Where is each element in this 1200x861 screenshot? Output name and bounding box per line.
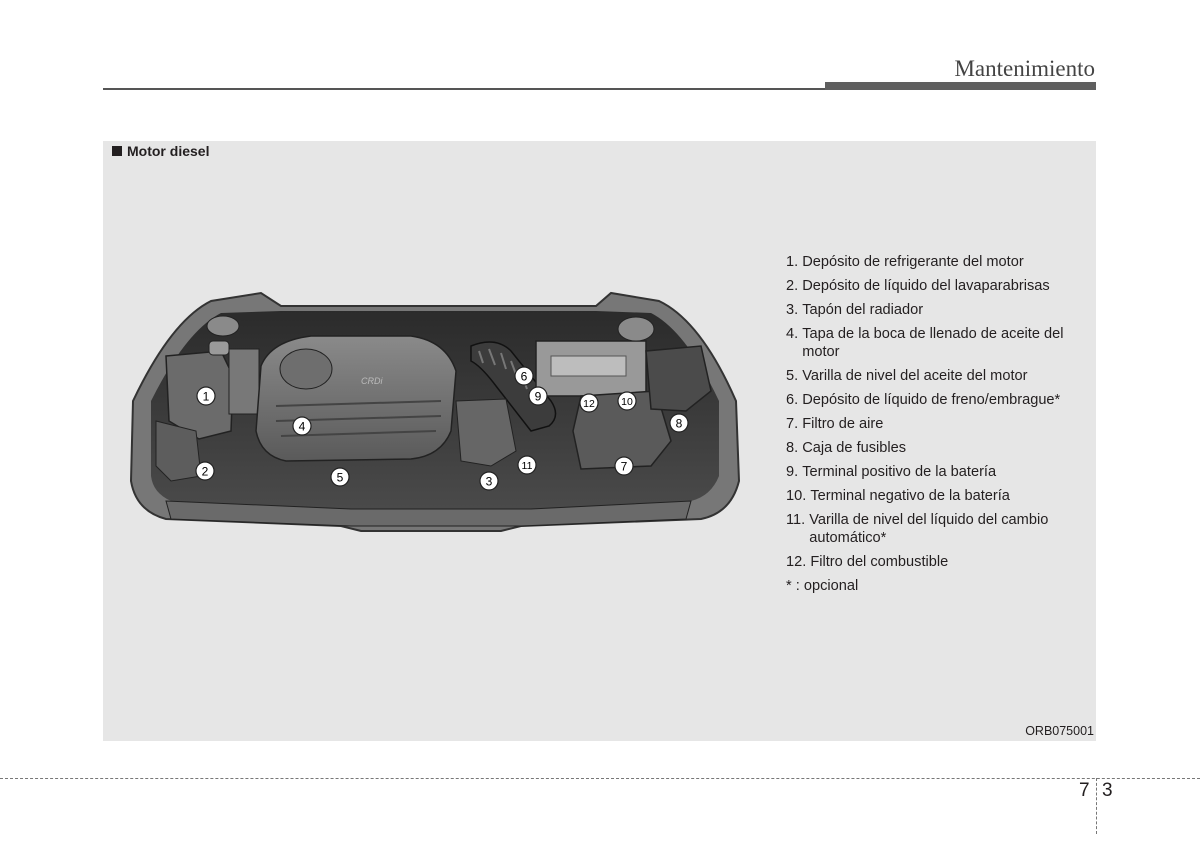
legend-item (786, 301, 1086, 319)
legend-item (786, 463, 1086, 481)
legend-item (786, 367, 1086, 385)
svg-text:4: 4 (298, 419, 306, 434)
legend-item-number: 11. (786, 512, 810, 528)
oil-filler-cap-shape (280, 349, 332, 389)
figure-panel (103, 141, 1096, 741)
legend-item-number: 2. (786, 278, 803, 294)
left-electrical-box (229, 349, 259, 414)
legend-item-number: 8. (786, 440, 803, 456)
legend-item (786, 253, 1086, 271)
callout-5 (331, 468, 349, 486)
callout-12 (580, 394, 598, 412)
svg-text:1: 1 (202, 389, 210, 404)
legend-item (786, 325, 1086, 361)
legend-item-number: 9. (786, 464, 803, 480)
component-legend (786, 253, 1086, 601)
svg-text:5: 5 (336, 470, 344, 485)
svg-text:3: 3 (485, 474, 493, 489)
legend-item-text: Varilla de nivel del aceite del motor (802, 368, 1028, 384)
svg-text:2: 2 (201, 464, 209, 479)
legend-item-number: 7. (786, 416, 803, 432)
callout-9 (529, 387, 547, 405)
legend-item-text: Tapón del radiador (802, 302, 924, 318)
callout-4 (293, 417, 311, 435)
legend-item-number: 5. (786, 368, 803, 384)
header-rule-thin (103, 88, 825, 90)
footer-vertical-divider (1096, 778, 1097, 834)
legend-item-number: * : (786, 578, 804, 594)
legend-item-text: Depósito de refrigerante del motor (802, 254, 1024, 270)
legend-item-text: Caja de fusibles (802, 440, 907, 456)
page-number: 3 (1102, 780, 1113, 801)
left-strut-tower (207, 316, 239, 336)
svg-text:10: 10 (621, 396, 633, 408)
legend-item (786, 487, 1086, 505)
section-heading (112, 143, 209, 159)
legend-item (786, 277, 1086, 295)
legend-item-number: 4. (786, 326, 803, 342)
legend-item-text: Depósito de líquido de freno/embrague* (802, 392, 1061, 408)
legend-item (786, 439, 1086, 457)
callout-11 (518, 456, 536, 474)
page-chapter-number: 7 (1079, 780, 1090, 801)
legend-item-text: Terminal negativo de la batería (810, 488, 1010, 504)
svg-text:6: 6 (520, 369, 528, 384)
legend-item-text: Terminal positivo de la batería (802, 464, 997, 480)
legend-item-text: Filtro de aire (802, 416, 884, 432)
svg-text:12: 12 (583, 398, 595, 410)
radiator-cap-area (456, 399, 516, 466)
section-heading-text: Motor diesel (127, 143, 210, 159)
battery-label (551, 356, 626, 376)
legend-item (786, 391, 1086, 409)
legend-item-text: Filtro del combustible (810, 554, 949, 570)
engine-bay-illustration (111, 281, 751, 576)
footer-dashed-rule (0, 778, 1200, 779)
callout-2 (196, 462, 214, 480)
svg-text:8: 8 (675, 416, 683, 431)
engine-cover (256, 336, 456, 461)
legend-item-number: 12. (786, 554, 811, 570)
callout-8 (670, 414, 688, 432)
callout-10 (618, 392, 636, 410)
legend-item-number: 10. (786, 488, 811, 504)
callout-6 (515, 367, 533, 385)
reservoir-cap (209, 341, 229, 355)
page-header-title: Mantenimiento (954, 56, 1095, 81)
callout-7 (615, 457, 633, 475)
svg-text:11: 11 (521, 460, 533, 472)
legend-item-text: Tapa de la boca de llenado de aceite del motor (802, 326, 1064, 360)
figure-code: ORB075001 (1025, 724, 1094, 738)
svg-text:7: 7 (620, 459, 628, 474)
legend-footnote (786, 577, 1086, 595)
header-rule-thick (825, 82, 1096, 90)
legend-item-text: opcional (803, 578, 859, 594)
legend-item-number: 1. (786, 254, 803, 270)
callout-1 (197, 387, 215, 405)
engine-cover-label: CRDi (361, 376, 383, 386)
legend-item-text: Depósito de líquido del lavaparabrisas (802, 278, 1050, 294)
right-strut-tower (618, 317, 654, 341)
legend-item-number: 3. (786, 302, 803, 318)
legend-item-text: Varilla de nivel del líquido del cambio automático* (809, 512, 1049, 546)
callout-3 (480, 472, 498, 490)
legend-item (786, 553, 1086, 571)
svg-text:9: 9 (534, 389, 542, 404)
legend-item (786, 511, 1086, 547)
legend-item-number: 6. (786, 392, 803, 408)
legend-item (786, 415, 1086, 433)
heading-square-bullet (112, 146, 122, 156)
